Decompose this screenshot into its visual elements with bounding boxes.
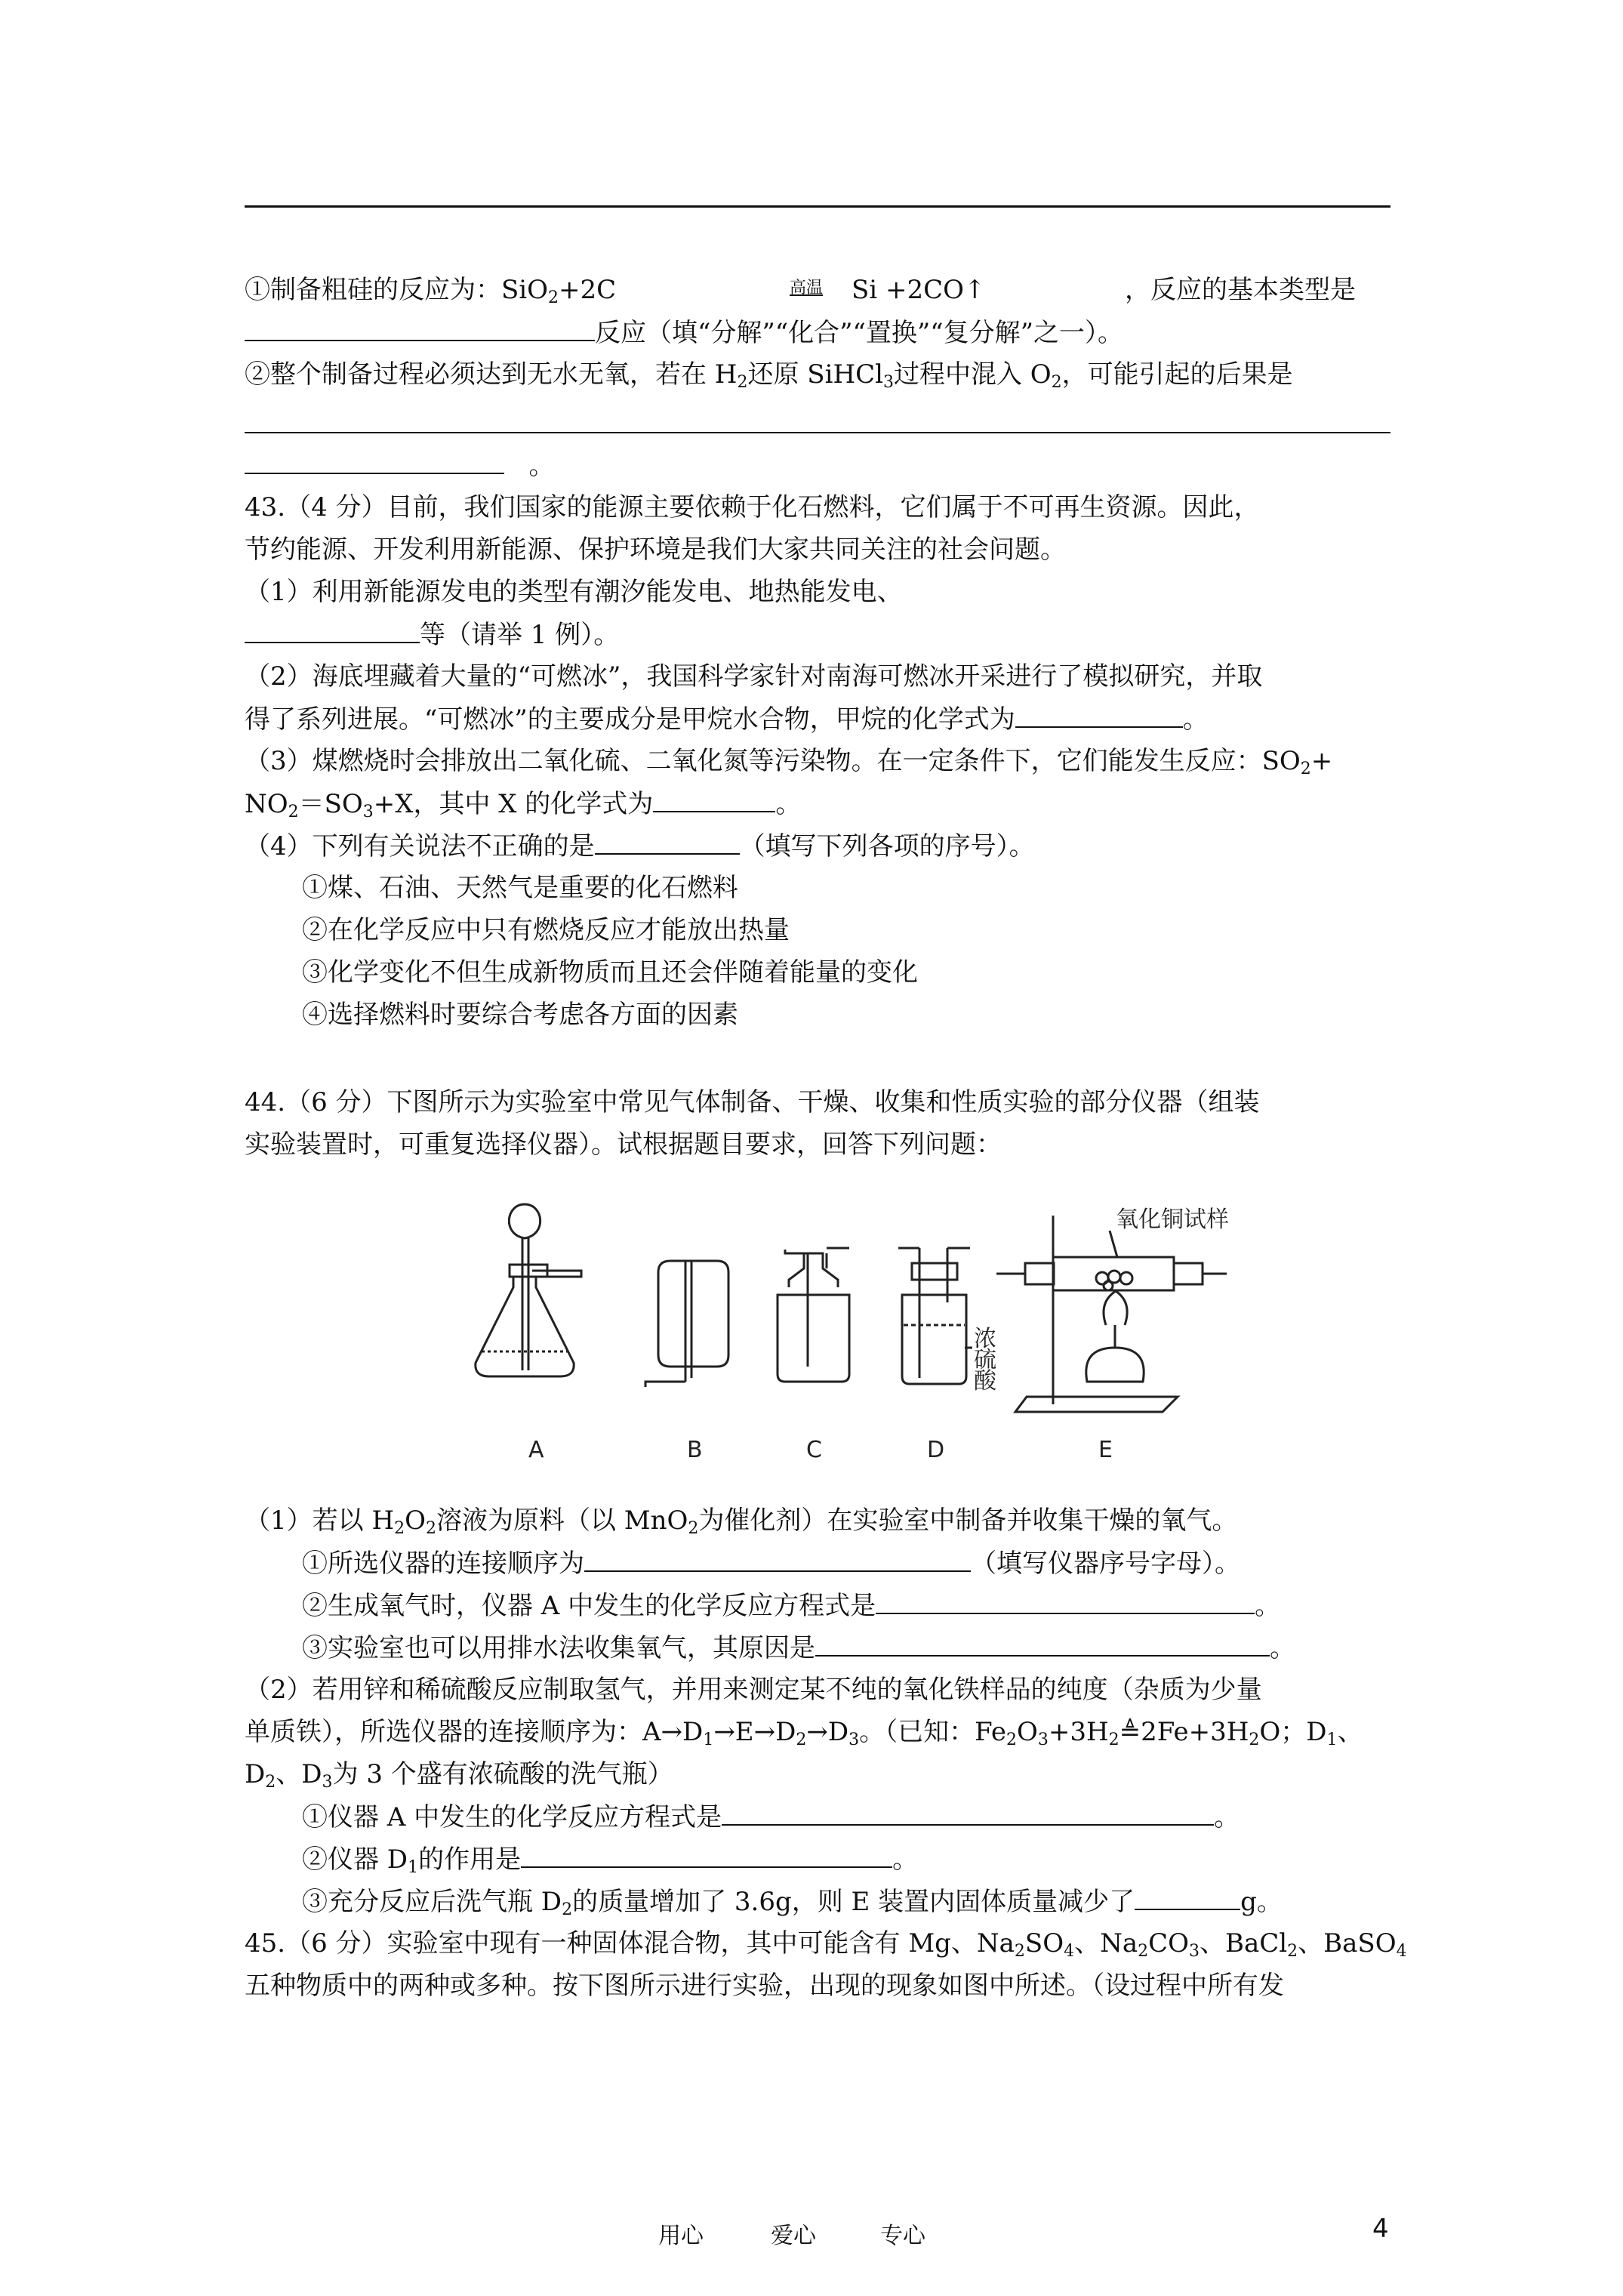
q42-line1-end: ，反应的基本类型是 [1125,275,1356,305]
q44-line2: 实验装置时，可重复选择仪器）。试根据题目要求，回答下列问题： [245,1130,1002,1160]
q42-line4: 。 [245,448,554,482]
answer-blank[interactable] [1135,1885,1240,1910]
q45-line2: 五种物质中的两种或多种。按下图所示进行实验，出现的现象如图中所述。（设过程中所有发 [245,1971,1284,2001]
q42-condition: 高温 [790,279,824,297]
q43-part3-cont: $NO_2=SO_3+X$，其中 X 的化学式为 。 [245,787,801,821]
answer-blank[interactable] [245,618,420,643]
answer-blank[interactable] [521,1842,892,1868]
apparatus-e [996,1207,1229,1463]
apparatus-b [645,1261,728,1463]
q43-line1: 43.（4 分）目前，我们国家的能源主要依赖于化石燃料，它们属于不可再生资源。因此， [245,492,1260,522]
q44-part2-q3: ③充分反应后洗气瓶 $D_2$的质量增加了 3.6g，则 E 装置内固体质量减少了 g。 [302,1885,1283,1918]
apparatus-c [778,1248,849,1463]
q44-line1: 44.（6 分）下图所示为实验室中常见气体制备、干燥、收集和性质实验的部分仪器（组装 [245,1087,1260,1117]
fig-acid-1: 浓 [974,1326,996,1352]
fig-label-e: E [1098,1437,1113,1463]
q43-part3: （3）煤燃烧时会排放出二氧化硫、二氧化氮等污染物。在一定条件下，它们能发生反应：$SO_2+$ [245,746,1333,778]
footer-text-1: 用心 [658,2223,704,2249]
q43-part2-cont: 得了系列进展。“可燃冰”的主要成分是甲烷水合物，甲烷的化学式为 。 [245,702,1209,736]
q44-part2-q2: ②仪器 $D_1$的作用是 。 [302,1842,918,1876]
footer-text-3: 专心 [880,2223,925,2249]
answer-blank[interactable] [1015,702,1183,728]
q43-part2: （2）海底埋藏着大量的“可燃冰”，我国科学家针对南海可燃冰开采进行了模拟研究，并取 [245,661,1263,692]
answer-blank[interactable] [595,829,740,855]
answer-blank[interactable] [876,1589,1255,1614]
answer-blank[interactable] [245,316,595,341]
answer-rule[interactable] [245,432,1390,433]
fig-acid-3: 酸 [974,1368,996,1395]
q43-line2: 节约能源、开发利用新能源、保护环境是我们大家共同关注的社会问题。 [245,535,1066,565]
fig-label-c: C [806,1437,822,1463]
fig-label-b: B [687,1437,703,1463]
answer-blank[interactable] [584,1546,971,1572]
answer-blank[interactable] [722,1800,1214,1826]
q44-part2: （2）若用锌和稀硫酸反应制取氢气，并用来测定某不纯的氧化铁样品的纯度（杂质为少量 [245,1675,1262,1705]
q44-part2-q1: ①仪器 A 中发生的化学反应方程式是 。 [302,1800,1240,1834]
q42-line2: 反应（填“分解”“化合”“置换”“复分解”之一）。 [245,316,1123,350]
answer-blank[interactable] [245,448,504,474]
q42-line1-products: Si +2CO↑ [852,275,986,305]
q43-part1: （1）利用新能源发电的类型有潮汐能发电、地热能发电、 [245,577,903,607]
q44-part1-q1: ①所选仪器的连接顺序为 （填写仪器序号字母）。 [302,1546,1240,1580]
answer-blank[interactable] [653,787,775,812]
q43-option: ③化学变化不但生成新物质而且还会伴随着能量的变化 [302,957,918,988]
footer-text-2: 爱心 [771,2223,816,2249]
q44-part1: （1）若以 $H_2O_2$溶液为原料（以 MnO$_2$为催化剂）在实验室中制备并收集干燥的氧气。 [245,1505,1238,1538]
fig-sample-label: 氧化铜试样 [1116,1207,1229,1233]
page-number: 4 [1372,2214,1389,2244]
q43-option: ②在化学反应中只有燃烧反应才能放出热量 [302,915,790,945]
q43-option: ①煤、石油、天然气是重要的化石燃料 [302,873,738,903]
q42-line1: ①制备粗硅的反应为：SiO$_2$+2C [245,275,617,307]
q43-part4: （4）下列有关说法不正确的是 （填写下列各项的序号）。 [245,829,1035,863]
q42-line3: ②整个制备过程必须达到无水无氧，若在 $H_2$还原 SiHCl$_3$过程中混入 $O_2$，可能引起的后果是 [245,359,1293,392]
apparatus-d [898,1248,997,1463]
q44-part2-l3: $D_2$、$D_3$为 3 个盛有浓硫酸的洗气瓶） [245,1759,673,1792]
q44-part2-l2: 单质铁），所选仪器的连接顺序为：$A\to D_1\to E\to D_2\to D_3$。（已知：$Fe_2O_3+3H_2≜2Fe+3H_2O$；$D_1$、 [245,1717,1363,1749]
q45-line1: 45.（6 分）实验室中现有一种固体混合物，其中可能含有 Mg、$Na_2SO_4$、$Na_2CO_3$、BaCl$_2$、BaSO$_4$ [245,1928,1407,1961]
q43-part1-cont: 等（请举 1 例）。 [245,618,619,652]
q44-part1-q3: ③实验室也可以用排水法收集氧气，其原因是 。 [302,1631,1295,1665]
apparatus-a [476,1204,581,1463]
fig-label-d: D [927,1437,945,1463]
apparatus-figure [468,1197,1313,1484]
header-rule [245,205,1390,208]
fig-acid-2: 硫 [974,1347,996,1373]
fig-label-a: A [528,1437,544,1463]
q44-part1-q2: ②生成氧气时，仪器 A 中发生的化学反应方程式是 。 [302,1589,1280,1623]
q43-option: ④选择燃料时要综合考虑各方面的因素 [302,1000,738,1030]
answer-blank[interactable] [815,1631,1270,1657]
